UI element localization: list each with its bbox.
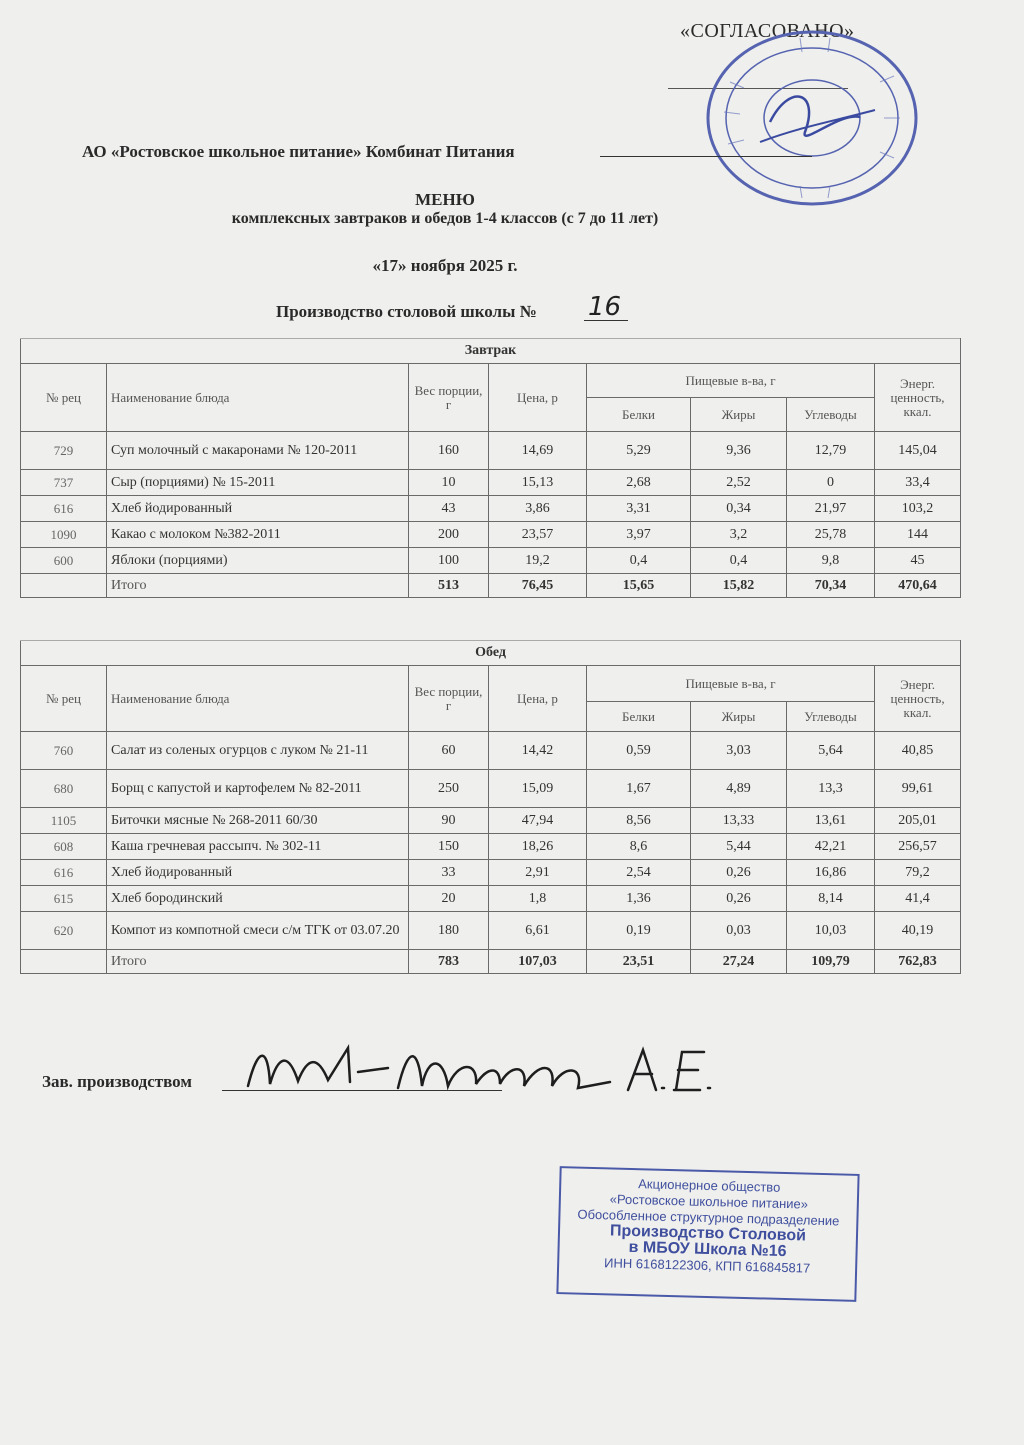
fat: 0,03 xyxy=(691,912,787,950)
energy: 205,01 xyxy=(875,808,961,834)
col-fat: Жиры xyxy=(691,702,787,732)
energy: 144 xyxy=(875,522,961,548)
portion-weight: 33 xyxy=(409,860,489,886)
lunch-table xyxy=(20,640,961,974)
dish-name: Биточки мясные № 268-2011 60/30 xyxy=(107,808,409,834)
total-carbs: 109,79 xyxy=(787,950,875,974)
col-fat: Жиры xyxy=(691,398,787,432)
dish-name: Суп молочный с макаронами № 120-2011 xyxy=(107,432,409,470)
price: 23,57 xyxy=(489,522,587,548)
document-title: МЕНЮ xyxy=(415,190,475,209)
dish-name: Яблоки (порциями) xyxy=(107,548,409,574)
carbs: 42,21 xyxy=(787,834,875,860)
dish-name: Каша гречневая рассыпч. № 302-11 xyxy=(107,834,409,860)
energy: 40,85 xyxy=(875,732,961,770)
stamp-line-4: Производство Столовой xyxy=(609,1222,807,1245)
stamp-line-3: Обособленное структурное подразделение xyxy=(577,1206,840,1229)
col-carbs: Углеводы xyxy=(787,398,875,432)
total-protein: 23,51 xyxy=(587,950,691,974)
protein: 0,59 xyxy=(587,732,691,770)
total-energy: 470,64 xyxy=(875,574,961,598)
recipe-number: 1090 xyxy=(21,522,107,548)
fat: 13,33 xyxy=(691,808,787,834)
col-nutrients: Пищевые в-ва, г xyxy=(587,364,875,398)
col-price: Цена, р xyxy=(489,666,587,732)
carbs: 10,03 xyxy=(787,912,875,950)
recipe-number: 616 xyxy=(21,860,107,886)
menu-date: «17» ноября 2025 г. xyxy=(372,256,518,275)
portion-weight: 250 xyxy=(409,770,489,808)
portion-weight: 180 xyxy=(409,912,489,950)
fat: 9,36 xyxy=(691,432,787,470)
total-carbs: 70,34 xyxy=(787,574,875,598)
stamp-line-5: в МБОУ Школа №16 xyxy=(628,1238,787,1261)
col-energy: Энерг. ценность, ккал. xyxy=(875,666,961,732)
handwritten-signature xyxy=(238,1036,718,1111)
price: 2,91 xyxy=(489,860,587,886)
organization-signature-line xyxy=(600,156,812,157)
table-row xyxy=(21,770,961,808)
protein: 1,36 xyxy=(587,886,691,912)
fat: 3,03 xyxy=(691,732,787,770)
round-seal-stamp xyxy=(700,22,920,217)
price: 6,61 xyxy=(489,912,587,950)
table-row xyxy=(21,496,961,522)
school-number-line xyxy=(584,320,628,321)
portion-weight: 60 xyxy=(409,732,489,770)
price: 47,94 xyxy=(489,808,587,834)
school-number: 16 xyxy=(588,292,622,322)
dish-name: Хлеб бородинский xyxy=(107,886,409,912)
price: 15,09 xyxy=(489,770,587,808)
carbs: 16,86 xyxy=(787,860,875,886)
dish-name: Компот из компотной смеси с/м ТГК от 03.07.20 xyxy=(107,912,409,950)
dish-name: Хлеб йодированный xyxy=(107,496,409,522)
col-name: Наименование блюда xyxy=(107,666,409,732)
fat: 4,89 xyxy=(691,770,787,808)
organization-rectangular-stamp xyxy=(556,1166,859,1302)
portion-weight: 150 xyxy=(409,834,489,860)
fat: 5,44 xyxy=(691,834,787,860)
col-protein: Белки xyxy=(587,398,691,432)
price: 3,86 xyxy=(489,496,587,522)
price: 18,26 xyxy=(489,834,587,860)
portion-weight: 20 xyxy=(409,886,489,912)
dish-name: Борщ с капустой и картофелем № 82-2011 xyxy=(107,770,409,808)
protein: 0,19 xyxy=(587,912,691,950)
carbs: 12,79 xyxy=(787,432,875,470)
energy: 256,57 xyxy=(875,834,961,860)
energy: 145,04 xyxy=(875,432,961,470)
col-nutrients: Пищевые в-ва, г xyxy=(587,666,875,702)
price: 15,13 xyxy=(489,470,587,496)
col-protein: Белки xyxy=(587,702,691,732)
energy: 41,4 xyxy=(875,886,961,912)
recipe-number: 608 xyxy=(21,834,107,860)
protein: 5,29 xyxy=(587,432,691,470)
portion-weight: 90 xyxy=(409,808,489,834)
table-row xyxy=(21,522,961,548)
carbs: 21,97 xyxy=(787,496,875,522)
organization-name: АО «Ростовское школьное питание» Комбинат Питания xyxy=(82,142,515,161)
col-weight: Вес порции, г xyxy=(409,364,489,432)
protein: 2,54 xyxy=(587,860,691,886)
document-subtitle: комплексных завтраков и обедов 1-4 классов (с 7 до 11 лет) xyxy=(231,210,659,227)
recipe-number: 680 xyxy=(21,770,107,808)
recipe-number: 737 xyxy=(21,470,107,496)
carbs: 25,78 xyxy=(787,522,875,548)
table-row xyxy=(21,432,961,470)
approval-mark: «СОГЛАСОВАНО» xyxy=(680,20,855,42)
breakfast-total-row xyxy=(21,574,961,598)
dish-name: Салат из соленых огурцов с луком № 21-11 xyxy=(107,732,409,770)
col-weight: Вес порции, г xyxy=(409,666,489,732)
carbs: 9,8 xyxy=(787,548,875,574)
total-price: 107,03 xyxy=(489,950,587,974)
carbs: 13,3 xyxy=(787,770,875,808)
protein: 8,6 xyxy=(587,834,691,860)
price: 14,42 xyxy=(489,732,587,770)
carbs: 8,14 xyxy=(787,886,875,912)
table-row xyxy=(21,548,961,574)
price: 14,69 xyxy=(489,432,587,470)
price: 19,2 xyxy=(489,548,587,574)
protein: 3,31 xyxy=(587,496,691,522)
portion-weight: 200 xyxy=(409,522,489,548)
manager-label: Зав. производством xyxy=(42,1072,192,1091)
stamp-line-6: ИНН 6168122306, КПП 616845817 xyxy=(603,1255,811,1276)
energy: 40,19 xyxy=(875,912,961,950)
total-protein: 15,65 xyxy=(587,574,691,598)
breakfast-caption: Завтрак xyxy=(21,339,961,364)
portion-weight: 100 xyxy=(409,548,489,574)
dish-name: Сыр (порциями) № 15-2011 xyxy=(107,470,409,496)
dish-name: Хлеб йодированный xyxy=(107,860,409,886)
table-row xyxy=(21,732,961,770)
table-row xyxy=(21,470,961,496)
school-label: Производство столовой школы № xyxy=(276,302,537,321)
portion-weight: 10 xyxy=(409,470,489,496)
carbs: 5,64 xyxy=(787,732,875,770)
protein: 8,56 xyxy=(587,808,691,834)
total-energy: 762,83 xyxy=(875,950,961,974)
fat: 0,34 xyxy=(691,496,787,522)
recipe-number: 600 xyxy=(21,548,107,574)
portion-weight: 43 xyxy=(409,496,489,522)
breakfast-table xyxy=(20,338,961,598)
total-weight: 783 xyxy=(409,950,489,974)
fat: 0,26 xyxy=(691,860,787,886)
fat: 0,26 xyxy=(691,886,787,912)
col-price: Цена, р xyxy=(489,364,587,432)
total-weight: 513 xyxy=(409,574,489,598)
energy: 33,4 xyxy=(875,470,961,496)
fat: 3,2 xyxy=(691,522,787,548)
portion-weight: 160 xyxy=(409,432,489,470)
table-row xyxy=(21,808,961,834)
col-energy: Энерг. ценность, ккал. xyxy=(875,364,961,432)
total-fat: 15,82 xyxy=(691,574,787,598)
col-name: Наименование блюда xyxy=(107,364,409,432)
fat: 0,4 xyxy=(691,548,787,574)
table-row xyxy=(21,912,961,950)
dish-name: Какао с молоком №382-2011 xyxy=(107,522,409,548)
stamp-line-1: Акционерное общество xyxy=(638,1176,781,1195)
energy: 99,61 xyxy=(875,770,961,808)
lunch-total-row xyxy=(21,950,961,974)
col-carbs: Углеводы xyxy=(787,702,875,732)
recipe-number: 616 xyxy=(21,496,107,522)
recipe-number: 620 xyxy=(21,912,107,950)
recipe-number: 760 xyxy=(21,732,107,770)
recipe-number: 729 xyxy=(21,432,107,470)
recipe-number: 615 xyxy=(21,886,107,912)
total-fat: 27,24 xyxy=(691,950,787,974)
recipe-number: 1105 xyxy=(21,808,107,834)
stamp-line-2: «Ростовское школьное питание» xyxy=(609,1191,809,1212)
lunch-caption: Обед xyxy=(21,641,961,666)
total-label: Итого xyxy=(107,574,409,598)
carbs: 13,61 xyxy=(787,808,875,834)
energy: 103,2 xyxy=(875,496,961,522)
protein: 2,68 xyxy=(587,470,691,496)
energy: 45 xyxy=(875,548,961,574)
carbs: 0 xyxy=(787,470,875,496)
protein: 1,67 xyxy=(587,770,691,808)
fat: 2,52 xyxy=(691,470,787,496)
table-row xyxy=(21,886,961,912)
energy: 79,2 xyxy=(875,860,961,886)
table-row xyxy=(21,860,961,886)
col-rec: № рец xyxy=(21,364,107,432)
total-price: 76,45 xyxy=(489,574,587,598)
table-row xyxy=(21,834,961,860)
col-rec: № рец xyxy=(21,666,107,732)
protein: 3,97 xyxy=(587,522,691,548)
price: 1,8 xyxy=(489,886,587,912)
total-label: Итого xyxy=(107,950,409,974)
protein: 0,4 xyxy=(587,548,691,574)
